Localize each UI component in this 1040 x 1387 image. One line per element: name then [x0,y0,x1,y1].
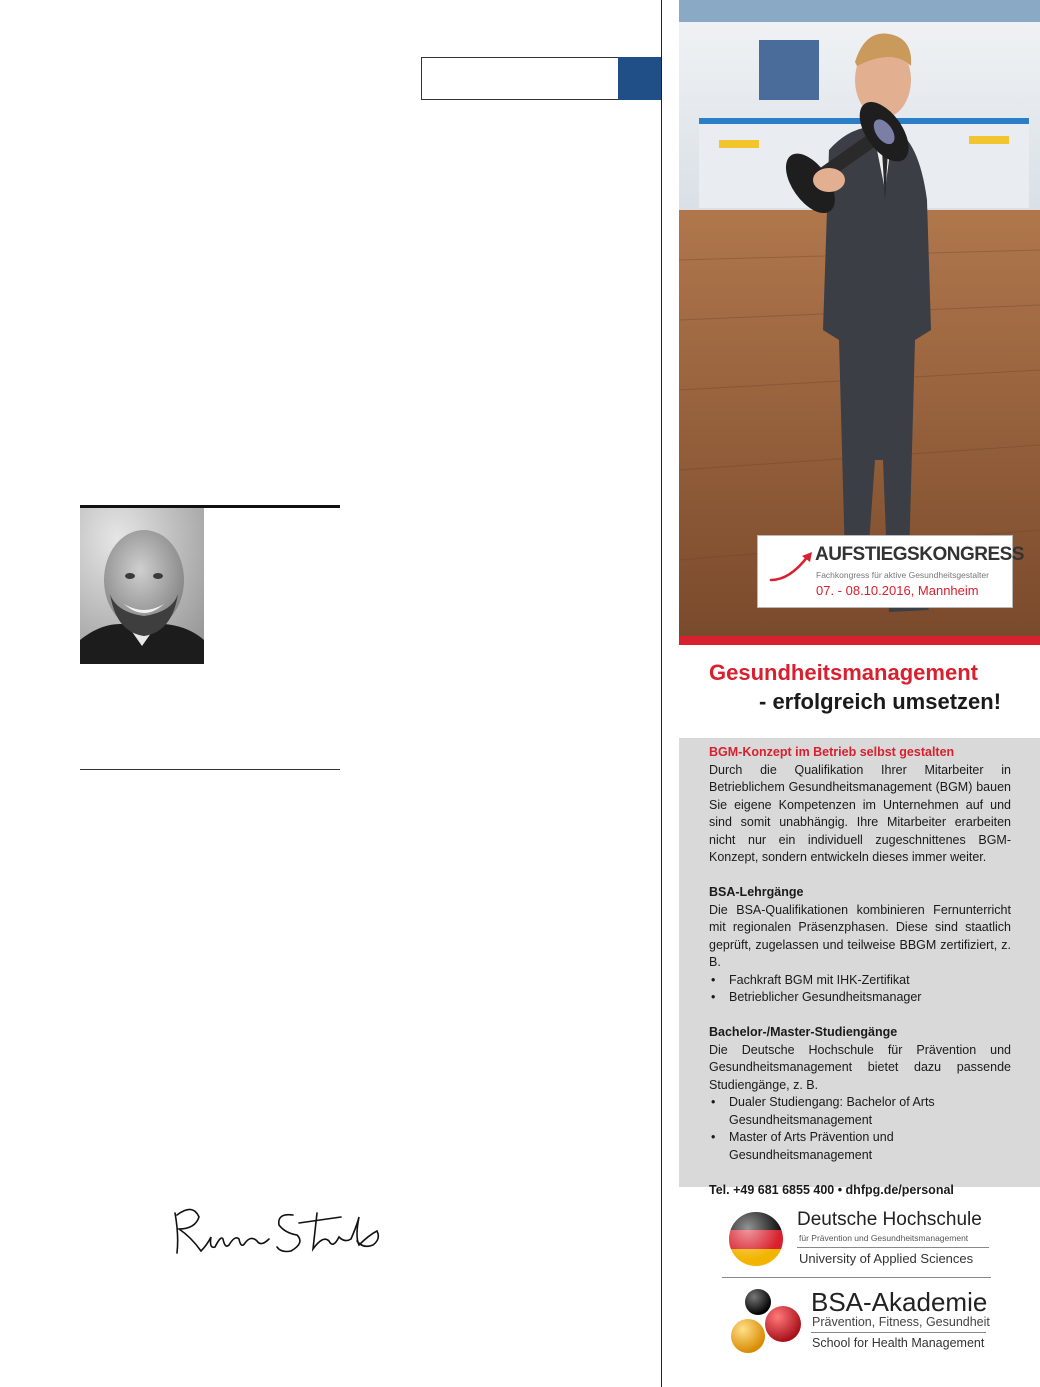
list-item: • Betrieblicher Gesundheitsmanager [709,989,1011,1007]
kongress-subtitle: Fachkongress für aktive Gesundheitsgestalter [816,570,989,580]
kongress-date: 07. - 08.10.2016, Mannheim [816,583,979,598]
section-title-bgm: BGM-Konzept im Betrieb selbst gestalten [709,745,955,759]
section-text-bgm: Durch die Qualifikation Ihrer Mitarbeiter in Betrieblichem Gesundheitsmanagement (BGM) bauen Sie eigene Kompetenzen im Unternehmen auf und sind somit unabhängig. Ihre Mitarbeiter erarbeiten nicht nur ein individuell zugeschnittenes BGM-Konzept, sondern entwickeln dieses immer weiter. [709,762,1011,864]
portrait-image [80,508,204,664]
header-accent-block [618,57,661,100]
column-divider [661,0,662,1387]
dh-logo-english: University of Applied Sciences [799,1251,974,1266]
author-rule-bottom [80,769,340,770]
list-item: • Fachkraft BGM mit IHK-Zertifikat [709,972,1011,990]
section-text-studies: Die Deutsche Hochschule für Prävention und Gesundheitsmanagement bietet dazu passende Studiengänge, z. B. [709,1042,1011,1092]
list-item: • Dualer Studiengang: Bachelor of Arts Gesundheitsmanagement [709,1094,1011,1129]
logo-divider [722,1277,991,1278]
ad-info-panel [679,738,1040,1197]
kongress-badge [757,535,1024,608]
section-text-bsa: Die BSA-Qualifikationen kombinieren Fernunterricht mit regionalen Präsenzphasen. Diese sind staatlich geprüft, zugelassen und teilweise BBGM zertifiziert, z. B. [709,902,1011,969]
author-portrait [80,508,204,664]
arrow-swoosh-icon [768,550,818,584]
ad-headline-line1: Gesundheitsmanagement [709,660,978,685]
bsa-logo-subtitle: Prävention, Fitness, Gesundheit [812,1315,990,1329]
section-title-bsa: BSA-Lehrgänge [709,885,804,899]
dh-logo-subtitle: für Prävention und Gesundheitsmanagement [799,1233,969,1243]
dh-globe-logo-icon [727,1210,785,1268]
bsa-spheres-logo-icon [726,1286,804,1356]
red-band [679,636,1040,645]
dh-logo-rule [797,1247,989,1248]
header-box [421,57,619,100]
bsa-logo-english: School for Health Management [812,1336,985,1350]
contact-line: Tel. +49 681 6855 400 • dhfpg.de/personal [709,1182,954,1197]
section-title-studies: Bachelor-/Master-Studiengänge [709,1025,898,1039]
list-item: • Master of Arts Prävention und Gesundheitsmanagement [709,1129,1011,1164]
signature-image [165,1195,395,1265]
ad-headline-line2: - erfolgreich umsetzen! [759,689,1002,714]
dh-logo-name: Deutsche Hochschule [797,1209,982,1230]
bsa-logo-rule [811,1332,986,1333]
kongress-title: AUFSTIEGSKONGRESS [815,544,1024,565]
bsa-logo-name: BSA-Akademie [811,1287,988,1317]
